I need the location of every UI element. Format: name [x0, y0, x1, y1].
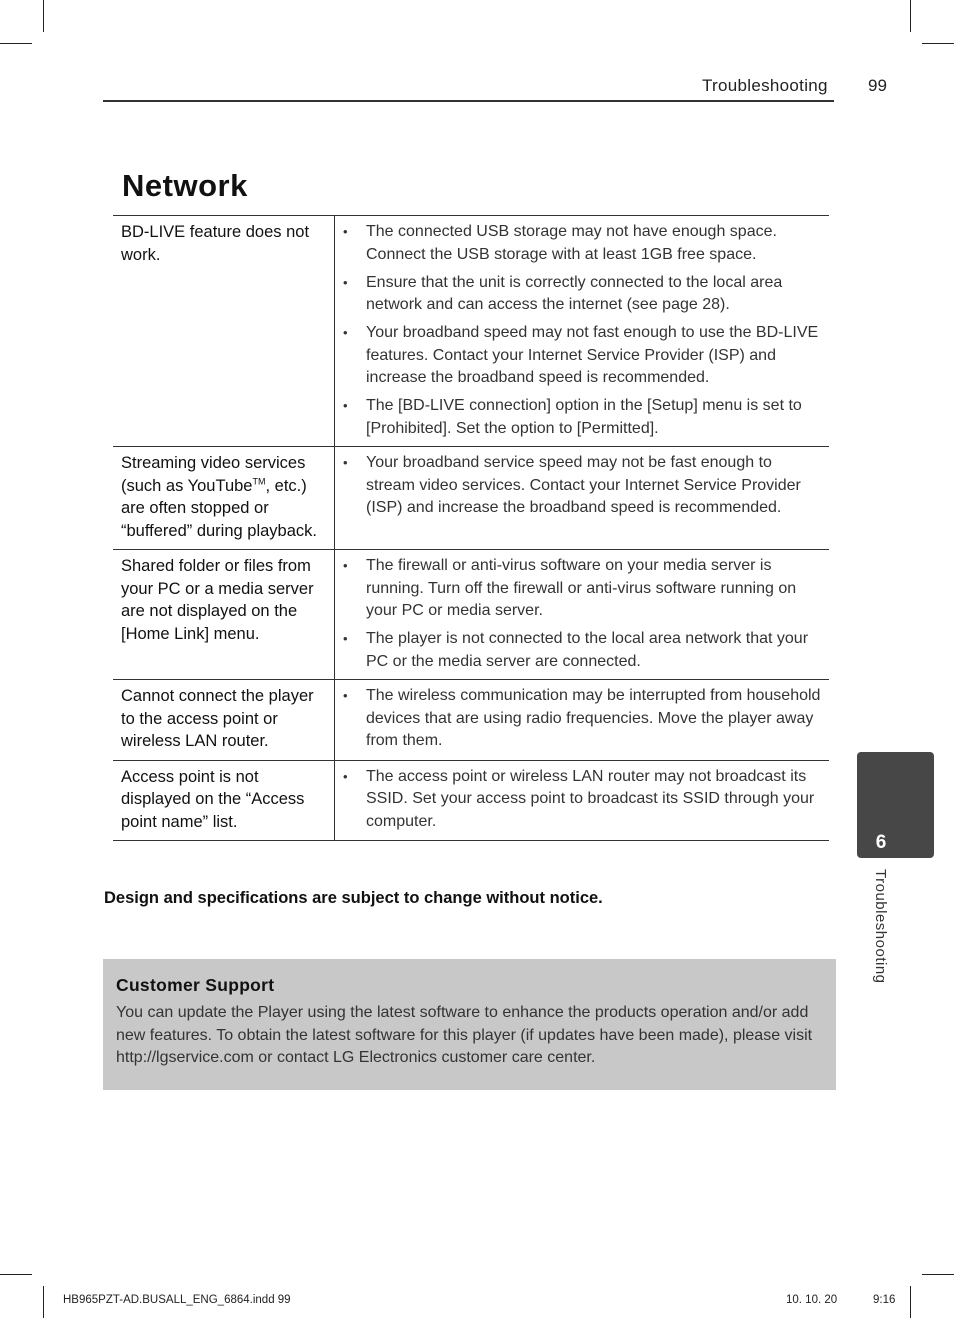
crop-mark [43, 0, 44, 32]
problem-text: Streaming video services (such as YouTube [121, 454, 306, 495]
crop-mark [0, 1274, 32, 1275]
bullet-icon: • [343, 274, 348, 290]
bullet-icon: • [343, 224, 348, 239]
problem-cell [113, 447, 335, 549]
solutions-cell [335, 447, 829, 549]
customer-support-box [103, 959, 836, 1090]
solution-text: Your broadband service speed may not be fast enough to stream video services. Contact your Internet Service Provider (ISP) and increase the broadband speed is recommended. [366, 454, 801, 516]
bullet-icon: • [343, 325, 348, 340]
solution-item [343, 452, 821, 520]
crop-mark [0, 43, 32, 44]
specification-notice: Design and specifications are subject to change without notice. [104, 889, 603, 907]
footer-date: 10. 10. 20 [786, 1294, 838, 1306]
chapter-tab [857, 752, 934, 858]
crop-mark [910, 1286, 911, 1318]
footer-file-name: HB965PZT-AD.BUSALL_ENG_6864.indd 99 [63, 1294, 291, 1306]
table-row [113, 761, 829, 842]
solutions-cell [335, 761, 829, 841]
bullet-icon: • [343, 768, 348, 784]
bullet-icon: • [343, 688, 348, 703]
bullet-icon: • [343, 631, 348, 646]
solution-text: The connected USB storage may not have enough space. Connect the USB storage with at least 1GB free space. [366, 223, 777, 263]
trademark-mark: TM [252, 476, 266, 486]
bullet-icon: • [343, 455, 348, 470]
solution-item [343, 395, 821, 440]
chapter-number: 6 [875, 832, 887, 853]
solution-text: The access point or wireless LAN router may not broadcast its SSID. Set your access point to broadcast its SSID through your computer. [366, 767, 815, 830]
problem-cell: Access point is not displayed on the “Access point name” list. [113, 761, 335, 841]
solution-text: The firewall or anti-virus software on your media server is running. Turn off the firewall or anti-virus software running on your PC or media server. [366, 557, 797, 619]
solution-text: Ensure that the unit is correctly connected to the local area network and can access the internet (see page 28). [366, 273, 783, 313]
solution-item [343, 322, 821, 390]
crop-mark [910, 0, 911, 32]
bullet-icon: • [343, 558, 348, 573]
problem-cell: Cannot connect the player to the access point or wireless LAN router. [113, 680, 335, 760]
bullet-icon: • [343, 398, 348, 413]
solutions-cell [335, 680, 829, 760]
crop-mark [922, 1274, 954, 1275]
problem-cell: BD-LIVE feature does not work. [113, 216, 335, 446]
solution-item [343, 221, 821, 266]
solutions-cell [335, 216, 829, 446]
table-row [113, 447, 829, 550]
troubleshooting-table [113, 215, 829, 841]
table-row [113, 550, 829, 680]
solution-item [343, 272, 821, 317]
header-divider [103, 100, 834, 102]
chapter-side-label: Troubleshooting [872, 869, 889, 984]
customer-support-text: You can update the Player using the latest software to enhance the products operation and/or add new features. To obtain the latest software for this player (if updates have been made), please visit http://lgservice.com or contact LG Electronics customer care center. [116, 1004, 813, 1066]
header-section-label: Troubleshooting [702, 76, 828, 95]
solution-text: The player is not connected to the local area network that your PC or the media server are connected. [366, 630, 809, 670]
table-row [113, 216, 829, 447]
solutions-cell [335, 550, 829, 679]
solution-item [343, 555, 821, 623]
table-row [113, 680, 829, 761]
crop-mark [43, 1286, 44, 1318]
problem-cell: Shared folder or files from your PC or a media server are not displayed on the [Home Link] menu. [113, 550, 335, 679]
problem-text: , etc.) are often stopped or “buffered” during playback. [121, 476, 317, 540]
solution-text: Your broadband speed may not fast enough to use the BD-LIVE features. Contact your Internet Service Provider (ISP) and increase the broadband speed is recommended. [366, 324, 819, 386]
solution-text: The wireless communication may be interrupted from household devices that are using radio frequencies. Move the player away from them. [366, 687, 821, 749]
solution-text: The [BD-LIVE connection] option in the [Setup] menu is set to [Prohibited]. Set the option to [Permitted]. [366, 397, 802, 437]
solution-item [343, 766, 821, 834]
page-title: Network [122, 168, 248, 203]
page-number: 99 [868, 76, 887, 95]
crop-mark [922, 43, 954, 44]
solution-item [343, 628, 821, 673]
customer-support-title: Customer Support [116, 975, 275, 995]
footer-time: 9:16 [873, 1294, 896, 1306]
solution-item [343, 685, 821, 753]
